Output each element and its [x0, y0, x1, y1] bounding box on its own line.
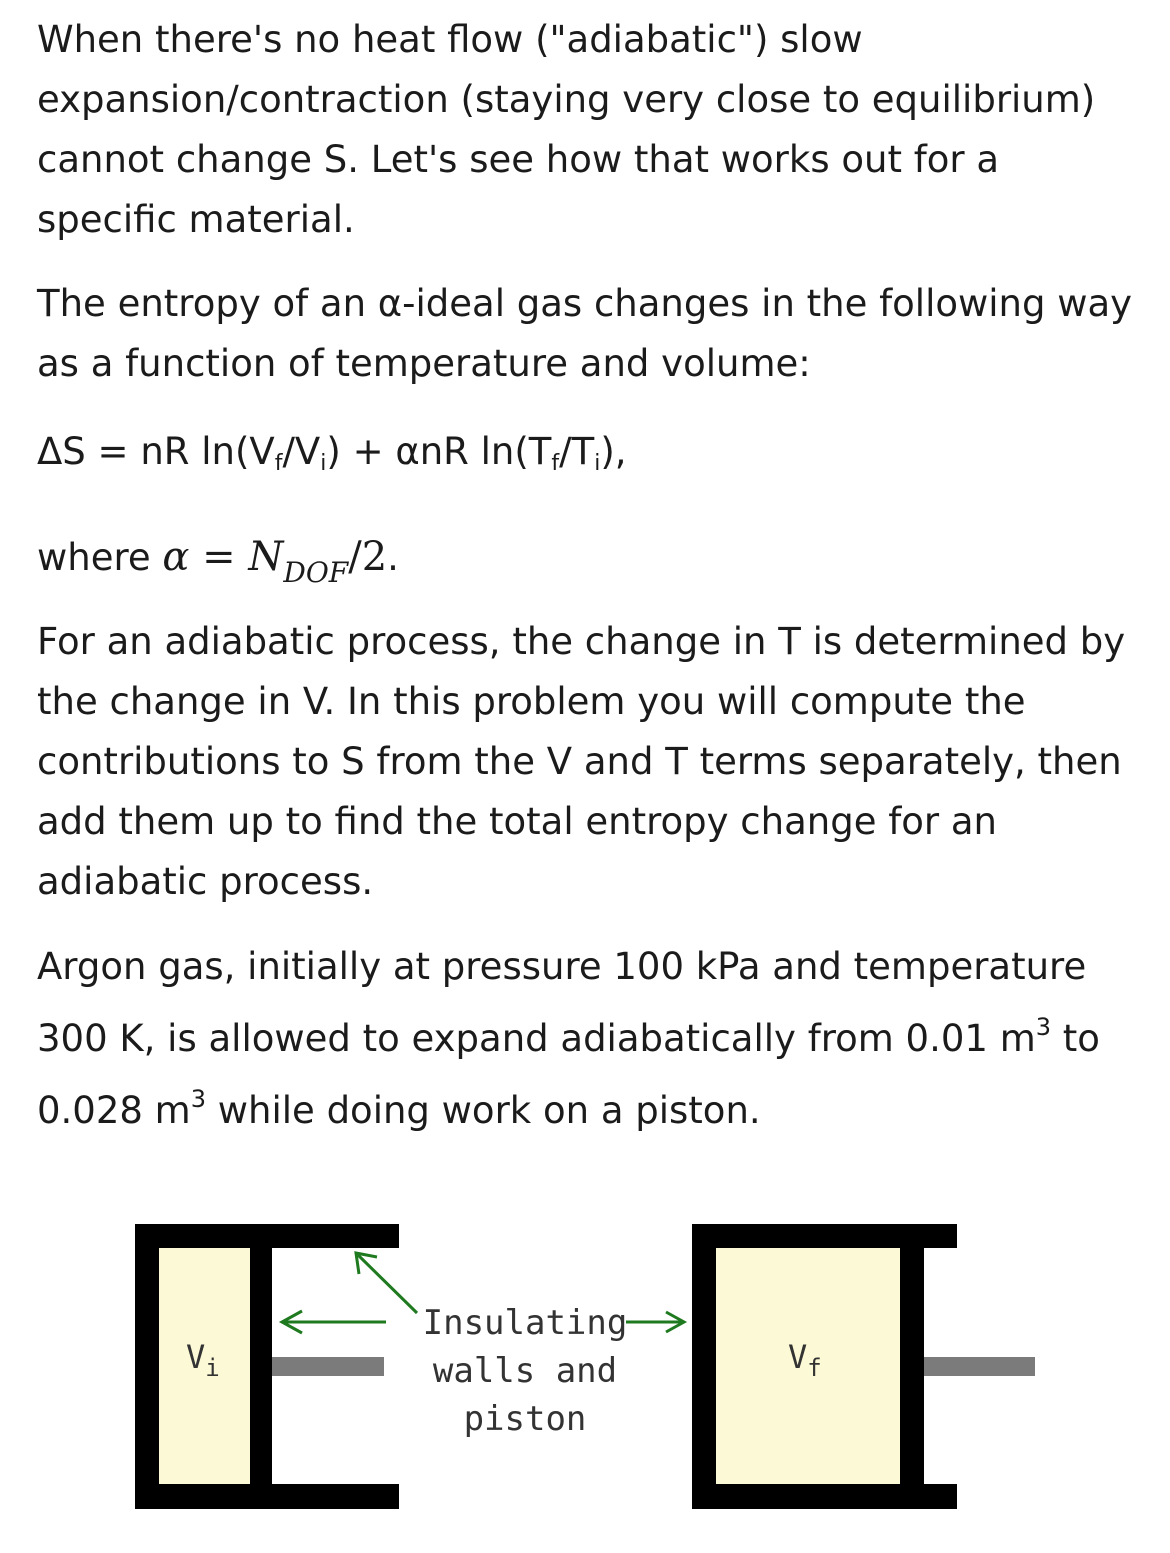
where-text: where: [37, 536, 163, 579]
divide-two: /2: [348, 534, 388, 580]
entropy-paragraph: The entropy of an α-ideal gas changes in the following way as a function of temperature and volume:: [37, 282, 1133, 385]
piston-rod-final: [924, 1357, 1035, 1376]
equals-sign: =: [189, 534, 249, 580]
period: .: [387, 536, 399, 579]
equation-sub-i: i: [320, 451, 327, 476]
caption-line-2: walls and: [432, 1351, 618, 1391]
intro-paragraph: When there's no heat flow ("adiabatic") slow expansion/contraction (staying very close to equilibrium) cannot change S. Let's see how that works out for a specific material.: [37, 18, 1096, 241]
problem-text: Argon gas, initially at pressure 100 kPa and temperature 300 K, is allowed to expand adiabatically from 0.01 m: [37, 945, 1087, 1060]
alpha-symbol: α: [162, 534, 190, 580]
dof-subscript: DOF: [283, 556, 349, 589]
cylinder-top-wall: [135, 1224, 399, 1248]
diagram-caption: [423, 1303, 628, 1439]
problem-text: while doing work on a piston.: [206, 1089, 761, 1132]
equation-sub-f: f: [551, 451, 560, 476]
equation-part: /V: [282, 430, 321, 473]
arrow-to-wall: [358, 1255, 417, 1313]
adiabatic-paragraph: For an adiabatic process, the change in T is determined by the change in V. In this problem you will compute the contributions to S from the V and T terms separately, then add them up to find the total entropy change for an adiabatic process.: [37, 620, 1126, 903]
cubed-superscript: 3: [1035, 1013, 1052, 1041]
equation-sub-f: f: [274, 451, 283, 476]
cylinder-top-wall: [692, 1224, 957, 1248]
piston-final: [900, 1248, 924, 1484]
equation-lhs: ΔS = nR ln(V: [37, 430, 275, 473]
cylinder-left-wall: [692, 1224, 716, 1509]
piston-initial: [250, 1248, 272, 1484]
cylinder-left-wall: [135, 1224, 159, 1509]
problem-text: to 0.028 m: [37, 1017, 1100, 1132]
final-volume-label: $V_f$: [788, 1338, 822, 1382]
equation-part: ) + αnR ln(T: [326, 430, 552, 473]
initial-volume-label: $V_i$: [186, 1338, 220, 1382]
equation-sub-i: i: [594, 451, 601, 476]
cylinder-bottom-wall: [692, 1484, 957, 1509]
n-symbol: N: [248, 534, 284, 580]
equation-end: ),: [600, 430, 627, 473]
caption-line-1: Insulating: [422, 1303, 628, 1343]
cylinder-bottom-wall: [135, 1484, 399, 1509]
final-cylinder: [692, 1224, 1035, 1509]
piston-rod-initial: [272, 1357, 384, 1376]
equation-part: /T: [559, 430, 595, 473]
caption-line-3: piston: [463, 1399, 587, 1439]
cubed-superscript: 3: [190, 1085, 207, 1113]
